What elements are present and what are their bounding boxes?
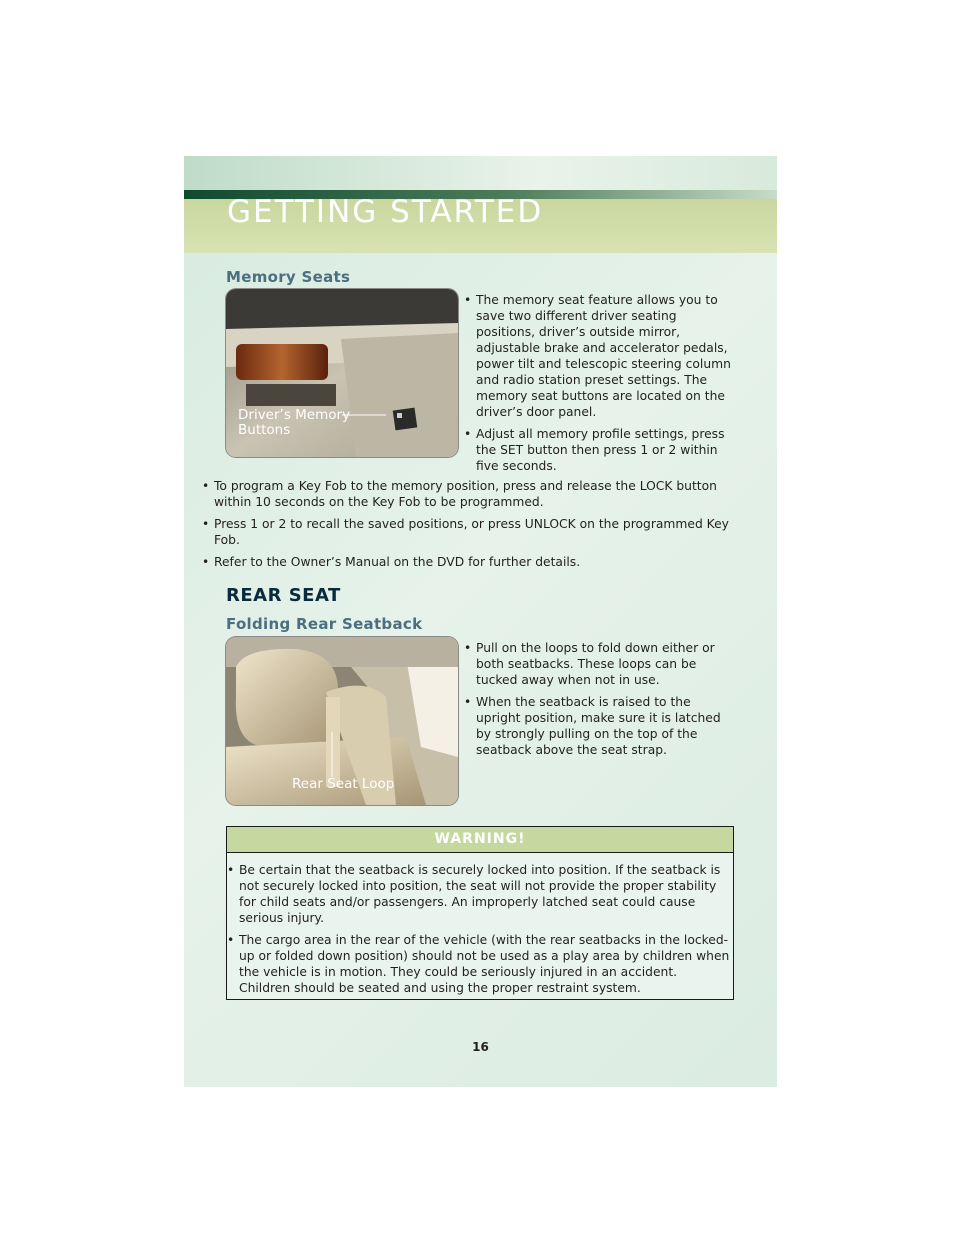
- list-item: • The cargo area in the rear of the vehicle (with the rear seatbacks in the locked-up or folded down position) should not be used as a play area by children when the vehicle is in motion. They could be seriously injured in an accident. Children should be seated and using the proper restraint system.: [225, 932, 731, 996]
- memory-side-bullets: [462, 292, 737, 480]
- rear-seat-heading: REAR SEAT: [226, 585, 341, 606]
- caption-line: Buttons: [238, 422, 291, 438]
- section-title: GETTING STARTED: [227, 194, 544, 230]
- warning-title: WARNING!: [227, 827, 733, 853]
- list-item: • Adjust all memory profile settings, press the SET button then press 1 or 2 within five seconds.: [462, 426, 737, 474]
- list-item: • When the seatback is raised to the upright position, make sure it is latched by strongly pulling on the top of the seatback above the seat strap.: [462, 694, 737, 758]
- warning-box: [226, 826, 734, 1000]
- caption-line: Driver’s Memory: [238, 407, 351, 423]
- folding-rear-seatback-heading: Folding Rear Seatback: [226, 615, 423, 633]
- rear-seat-bullets: [462, 640, 737, 764]
- list-item: • Press 1 or 2 to recall the saved positions, or press UNLOCK on the programmed Key Fob.: [200, 516, 735, 548]
- top-band: [184, 156, 777, 190]
- rear-seat-loop-caption: Rear Seat Loop: [292, 776, 395, 792]
- memory-seats-heading: Memory Seats: [226, 268, 351, 286]
- manual-page: [184, 156, 777, 1087]
- page-number: 16: [472, 1040, 489, 1054]
- memory-full-bullets: [200, 478, 735, 576]
- list-item: • The memory seat feature allows you to save two different driver seating positions, driver’s outside mirror, adjustable brake and accelerator pedals, power tilt and telescopic steering column and radio station preset settings. The memory seat buttons are located on the driver’s door panel.: [462, 292, 737, 420]
- list-item: • Pull on the loops to fold down either or both seatbacks. These loops can be tucked away when not in use.: [462, 640, 737, 688]
- list-item: • Refer to the Owner’s Manual on the DVD for further details.: [200, 554, 735, 570]
- memory-buttons-caption: [238, 408, 350, 438]
- list-item: • Be certain that the seatback is securely locked into position. If the seatback is not securely locked into position, the seat will not provide the proper stability for child seats and/or passengers. An improperly latched seat could cause serious injury.: [225, 862, 731, 926]
- warning-bullets: [225, 862, 731, 1002]
- list-item: • To program a Key Fob to the memory position, press and release the LOCK button within 10 seconds on the Key Fob to be programmed.: [200, 478, 735, 510]
